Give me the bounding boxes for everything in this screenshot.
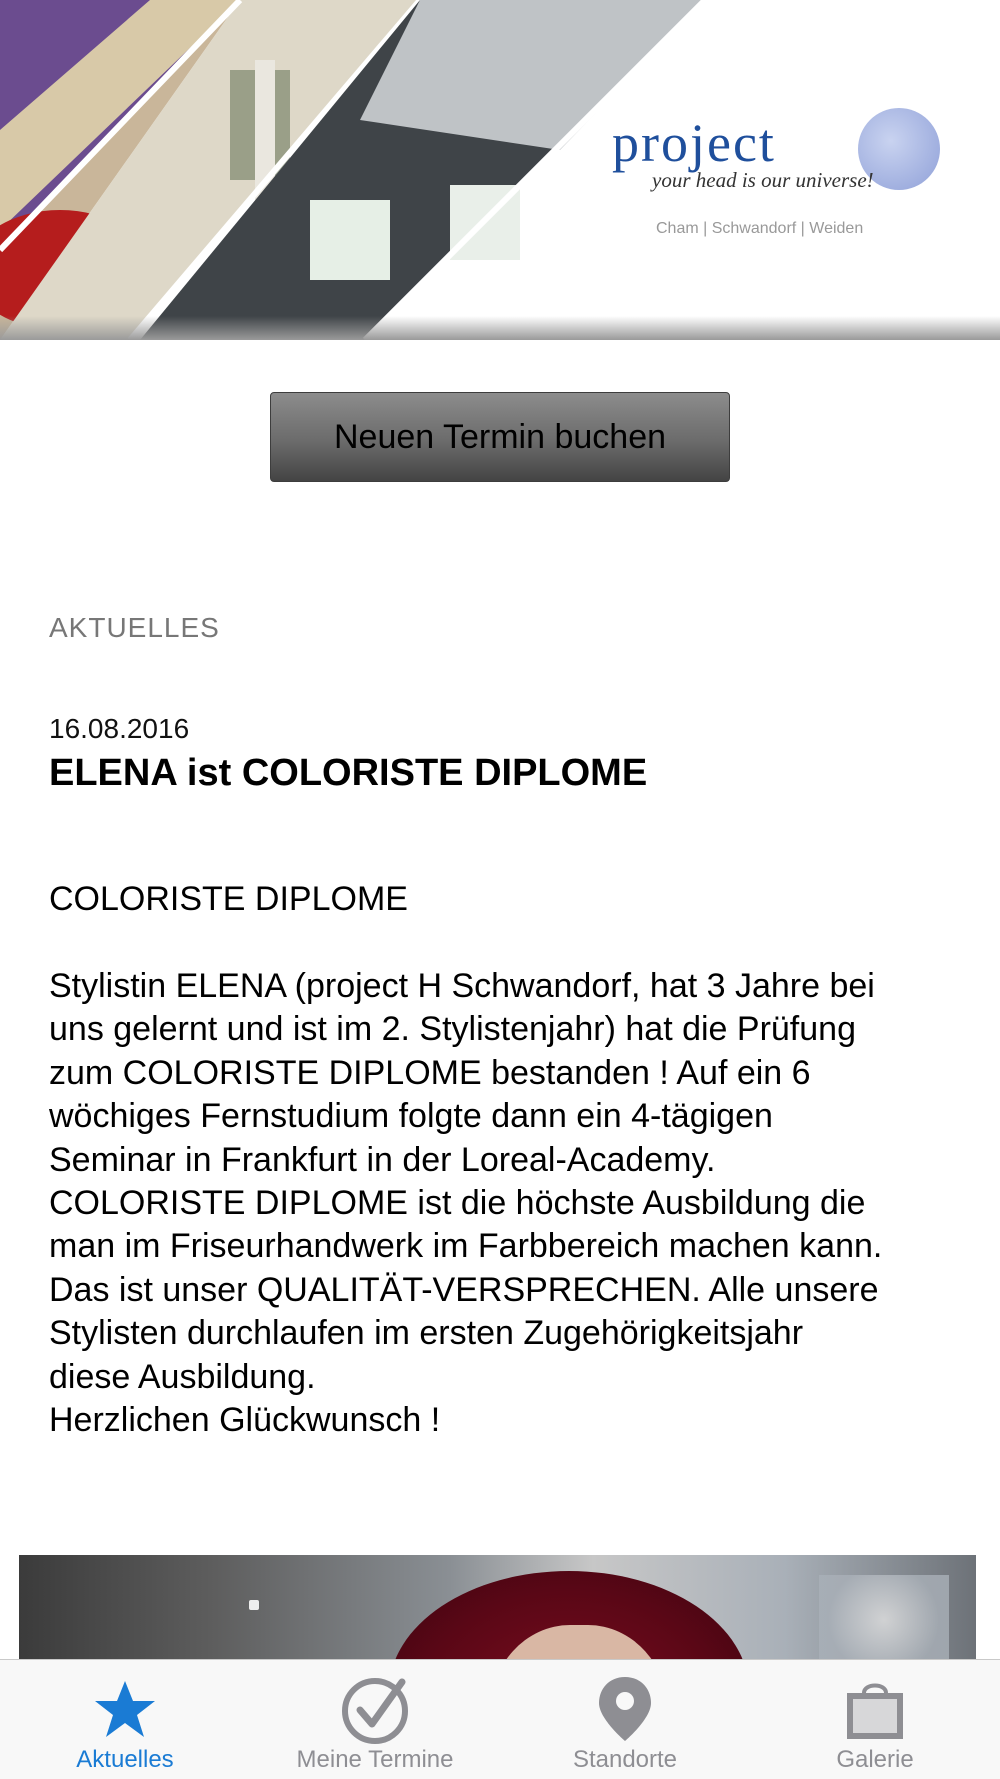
- tab-galerie[interactable]: [750, 1660, 1000, 1779]
- news-body-line: Seminar in Frankfurt in der Loreal-Academy.: [49, 1140, 716, 1179]
- logo-wordmark: project: [612, 113, 776, 173]
- shopping-bag-icon: [840, 1674, 910, 1744]
- tab-standorte[interactable]: [500, 1660, 750, 1779]
- news-body-line: uns gelernt und ist im 2. Stylistenjahr) hat die Prüfung: [49, 1010, 856, 1049]
- news-body-line: zum COLORISTE DIPLOME bestanden ! Auf ein 6: [49, 1053, 811, 1092]
- tab-bar: [0, 1659, 1000, 1779]
- tab-label: Standorte: [572, 1746, 678, 1773]
- news-body-line: diese Ausbildung.: [49, 1357, 316, 1396]
- checkmark-circle-icon: [340, 1674, 410, 1744]
- map-pin-icon: [590, 1674, 660, 1744]
- logo-tagline: your head is our universe!: [652, 168, 874, 192]
- news-heading: COLORISTE DIPLOME: [49, 880, 408, 918]
- news-body-line: Stylisten durchlaufen im ersten Zugehörigkeitsjahr: [49, 1314, 804, 1353]
- news-photo[interactable]: [19, 1555, 976, 1675]
- news-body-line: Herzlichen Glückwunsch !: [49, 1401, 441, 1440]
- tab-label: Meine Termine: [296, 1746, 454, 1773]
- photo-background-texture: [819, 1575, 949, 1665]
- tab-label: Galerie: [836, 1746, 914, 1773]
- section-label-aktuelles: AKTUELLES: [49, 612, 220, 643]
- photo-speck: [249, 1600, 259, 1610]
- project-h-logo: [612, 112, 942, 242]
- news-body-line: Das ist unser QUALITÄT-VERSPRECHEN. Alle unsere: [49, 1270, 879, 1309]
- salon-locations: Cham | Schwandorf | Weiden: [656, 220, 864, 237]
- news-date: 16.08.2016: [49, 713, 190, 744]
- header-banner: [0, 0, 1000, 340]
- news-body-line: Stylistin ELENA (project H Schwandorf, hat 3 Jahre bei: [49, 967, 875, 1005]
- news-body-line: man im Friseurhandwerk im Farbbereich machen kann.: [49, 1227, 883, 1266]
- tab-meine-termine[interactable]: [250, 1660, 500, 1779]
- news-body-line: COLORISTE DIPLOME ist die höchste Ausbildung die: [49, 1184, 866, 1223]
- book-appointment-button[interactable]: Neuen Termin buchen: [270, 392, 730, 482]
- tab-aktuelles[interactable]: [0, 1660, 250, 1779]
- banner-shadow: [0, 316, 1000, 340]
- tab-label: Aktuelles: [76, 1746, 174, 1773]
- star-icon: [90, 1674, 160, 1744]
- news-body-line: wöchiges Fernstudium folgte dann ein 4-tägigen: [49, 1097, 773, 1136]
- news-title: ELENA ist COLORISTE DIPLOME: [49, 752, 648, 794]
- news-body: [49, 965, 969, 1442]
